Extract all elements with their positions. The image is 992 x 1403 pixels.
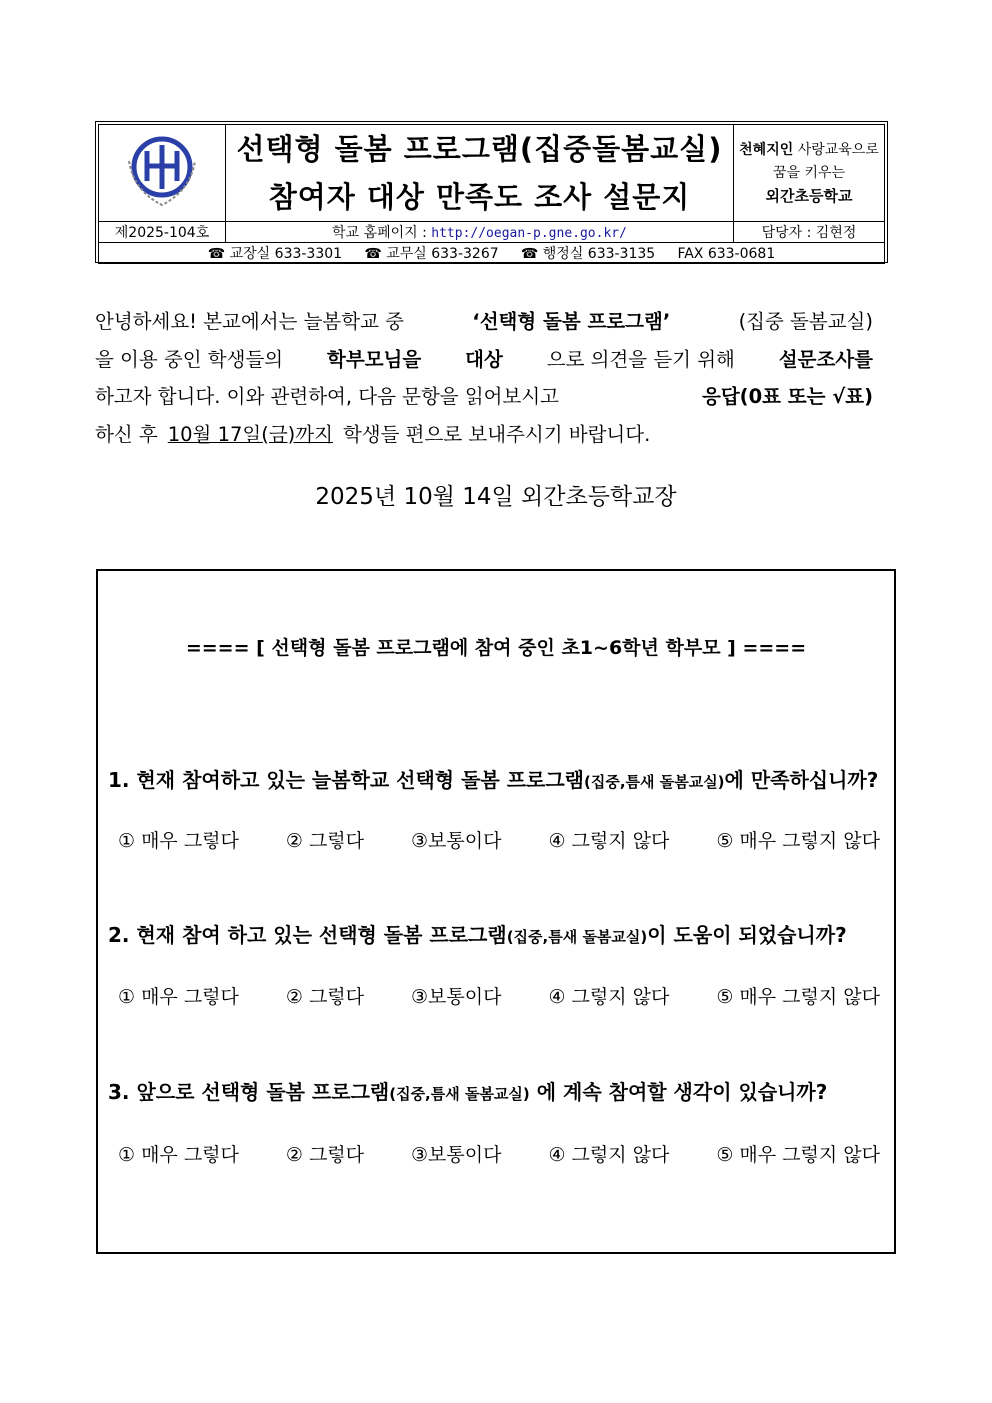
section-title: ==== [ 선택형 돌봄 프로그램에 참여 중인 초1~6학년 학부모 ] ==== — [185, 637, 807, 659]
question-text-end: 이 도움이 되었습니까? — [647, 923, 847, 947]
intro-text: (집중 돌봄교실) — [738, 310, 873, 333]
question-note: (집중,틈새 돌봄교실) — [583, 773, 725, 791]
intro-line — [95, 341, 873, 379]
motto-line-2: 꿈을 키우는 — [772, 164, 846, 181]
answer-option[interactable]: ② 그렇다 — [285, 986, 365, 1008]
question-text: 1. 현재 참여하고 있는 늘봄학교 선택형 돌봄 프로그램 — [108, 768, 584, 792]
answer-option[interactable]: ④ 그렇지 않다 — [548, 830, 670, 852]
answer-option[interactable]: ④ 그렇지 않다 — [548, 986, 670, 1008]
answer-option[interactable]: ③보통이다 — [411, 986, 502, 1008]
intro-text: 10월 17일(금)까지 — [167, 422, 333, 446]
title-line-2: 참여자 대상 만족도 조사 설문지 — [268, 180, 691, 214]
intro-text: ‘선택형 돌봄 프로그램’ — [472, 310, 671, 333]
answer-option[interactable]: ① 매우 그렇다 — [118, 986, 239, 1008]
intro-text: 안녕하세요! 본교에서는 늘봄학교 중 — [95, 310, 404, 333]
answer-options — [118, 826, 880, 853]
intro-text: 으로 의견을 듣기 위해 — [546, 347, 735, 371]
document-number: 제2025-104호 — [99, 222, 226, 243]
document-title — [226, 125, 734, 222]
answer-option[interactable]: ① 매우 그렇다 — [118, 1144, 239, 1166]
homepage-link[interactable]: http://oegan-p.gne.go.kr/ — [431, 226, 627, 241]
question-3 — [108, 1076, 884, 1105]
question-2 — [108, 919, 884, 948]
intro-text: 설문조사를 — [778, 347, 873, 371]
intro-line — [95, 378, 873, 416]
question-text-end: 에 만족하십니까? — [724, 768, 879, 792]
intro-text: 응답(0표 또는 √표) — [702, 385, 873, 408]
intro-text: 학부모님을 — [327, 347, 422, 371]
intro-text: 하고자 합니다. 이와 관련하여, 다음 문항을 읽어보시고 — [95, 385, 560, 408]
question-note: (집중,틈새 돌봄교실) — [506, 928, 648, 946]
question-note: (집중,틈새 돌봄교실) — [389, 1085, 530, 1103]
question-text: 2. 현재 참여 하고 있는 선택형 돌봄 프로그램 — [108, 923, 507, 947]
contact-person: 담당자 : 김현정 — [734, 222, 885, 243]
answer-options — [118, 982, 880, 1009]
answer-option[interactable]: ⑤ 매우 그렇지 않다 — [716, 830, 880, 852]
intro-line — [95, 303, 873, 341]
answer-option[interactable]: ③보통이다 — [411, 830, 502, 852]
answer-option[interactable]: ⑤ 매우 그렇지 않다 — [716, 986, 880, 1008]
title-line-1: 선택형 돌봄 프로그램(집중돌봄교실) — [236, 132, 723, 166]
question-1 — [108, 764, 884, 793]
answer-option[interactable]: ② 그렇다 — [285, 830, 365, 852]
answer-option[interactable]: ① 매우 그렇다 — [118, 830, 239, 852]
intro-paragraph — [95, 303, 873, 453]
school-logo — [99, 125, 226, 222]
intro-text: 을 이용 중인 학생들의 — [95, 347, 284, 371]
intro-text: 대상 — [465, 347, 503, 371]
answer-option[interactable]: ⑤ 매우 그렇지 않다 — [716, 1144, 880, 1166]
homepage — [226, 222, 734, 243]
date-line: 2025년 10월 14일 외간초등학교장 — [315, 484, 677, 510]
answer-option[interactable]: ④ 그렇지 않다 — [548, 1144, 670, 1166]
answer-option[interactable]: ③보통이다 — [411, 1144, 502, 1166]
answer-options — [118, 1140, 880, 1167]
phone-numbers: ☎ 교장실 633-3301 ☎ 교무실 633-3267 ☎ 행정실 633-3135 FAX 633-0681 — [99, 243, 885, 264]
motto-rest: 사랑교육으로 — [793, 141, 879, 158]
homepage-label: 학교 홈페이지 : — [332, 225, 432, 241]
school-emblem-icon — [117, 131, 207, 211]
intro-line — [95, 416, 873, 454]
school-motto — [734, 125, 885, 222]
question-text: 3. 앞으로 선택형 돌봄 프로그램 — [108, 1080, 390, 1104]
answer-option[interactable]: ② 그렇다 — [285, 1144, 365, 1166]
survey-box — [96, 569, 896, 1254]
question-text-end: 에 계속 참여할 생각이 있습니까? — [529, 1080, 828, 1104]
intro-text: 학생들 편으로 보내주시기 바랍니다. — [342, 422, 651, 446]
motto-bold: 천혜지인 — [739, 141, 794, 158]
letterhead — [95, 121, 888, 263]
intro-text: 하신 후 — [95, 422, 158, 446]
school-name: 외간초등학교 — [765, 186, 853, 205]
